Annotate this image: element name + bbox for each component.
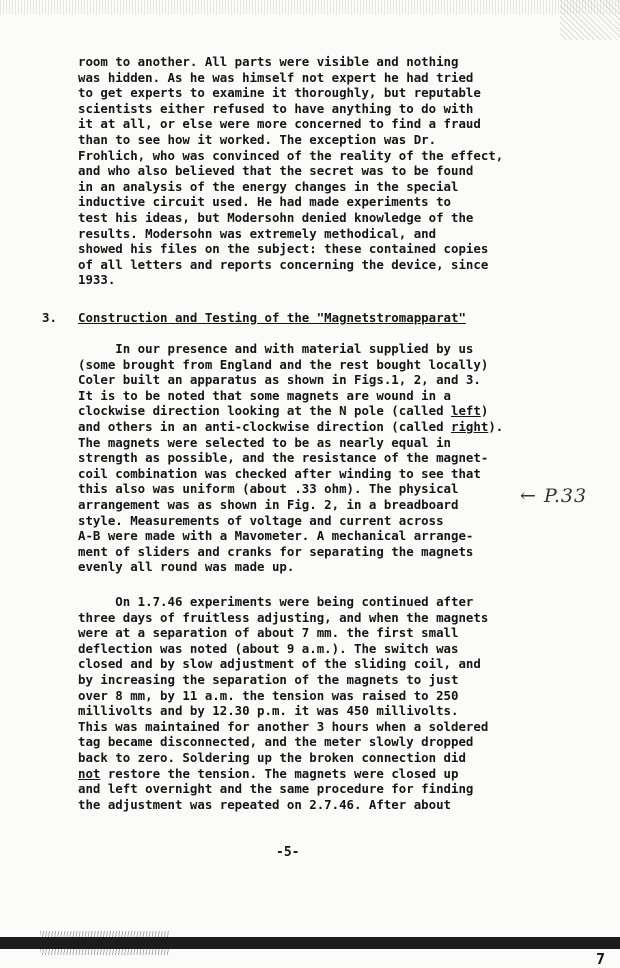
text-line: to get experts to examine it thoroughly, but reputable — [78, 85, 481, 101]
text-line: the adjustment was repeated on 2.7.46. After about — [78, 796, 451, 812]
text-line: closed and by slow adjustment of the sliding coil, and — [78, 656, 481, 672]
text-line — [78, 766, 528, 782]
text-line: was hidden. As he was himself not expert he had tried — [78, 69, 474, 85]
text-line: ment of sliders and cranks for separating the magnets — [78, 543, 474, 559]
text-fragment: clockwise direction looking at the N pole (called — [78, 403, 451, 419]
text-line: than to see how it worked. The exception was Dr. — [78, 131, 437, 147]
section-number: 3. — [42, 310, 57, 325]
text-line: evenly all round was made up. — [78, 559, 295, 575]
text-line: three days of fruitless adjusting, and when the magnets — [78, 609, 489, 625]
text-line: room to another. All parts were visible and nothing — [78, 54, 459, 69]
paragraph-3 — [78, 594, 528, 812]
text-fragment: ) — [480, 403, 489, 419]
text-line: back to zero. Soldering up the broken connection did — [78, 749, 466, 765]
text-line: inductive circuit used. He had made experiments to — [78, 194, 451, 210]
text-line: style. Measurements of voltage and current across — [78, 512, 444, 528]
paragraph-2 — [78, 341, 528, 575]
text-line: were at a separation of about 7 mm. the first small — [78, 625, 459, 641]
handwritten-annotation: ← P.33 — [520, 485, 588, 507]
text-line: On 1.7.46 experiments were being continued after — [78, 594, 474, 609]
text-line: tag became disconnected, and the meter slowly dropped — [78, 734, 474, 750]
text-line: In our presence and with material supplied by us — [78, 341, 474, 356]
text-line: (some brought from England and the rest bought locally) — [78, 356, 489, 372]
text-line: it at all, or else were more concerned to find a fraud — [78, 116, 481, 132]
text-line: It is to be noted that some magnets are wound in a — [78, 387, 451, 403]
text-line: Coler built an apparatus as shown in Figs.1, 2, and 3. — [78, 372, 481, 388]
scan-noise-top — [0, 0, 620, 14]
underlined-word-not: not — [78, 765, 101, 781]
corner-mark: 7 — [596, 950, 606, 968]
text-line: Frohlich, who was convinced of the reality of the effect, — [78, 147, 504, 163]
text-line: over 8 mm, by 11 a.m. the tension was raised to 250 — [78, 687, 459, 703]
text-line: strength as possible, and the resistance of the magnet- — [78, 450, 489, 466]
text-line: showed his files on the subject: these contained copies — [78, 241, 489, 257]
underlined-word-right: right — [451, 418, 489, 434]
text-line: arrangement was as shown in Fig. 2, in a breadboard — [78, 496, 459, 512]
text-line: millivolts and by 12.30 p.m. it was 450 millivolts. — [78, 703, 459, 719]
text-line: A-B were made with a Mavometer. A mechanical arrange- — [78, 528, 474, 544]
text-line: in an analysis of the energy changes in the special — [78, 178, 459, 194]
text-line — [78, 419, 528, 435]
scan-noise-corner — [560, 0, 620, 40]
text-line: by increasing the separation of the magnets to just — [78, 671, 459, 687]
text-fragment: and others in an anti-clockwise direction (called — [78, 418, 451, 434]
paragraph-1 — [78, 54, 528, 288]
text-line: results. Modersohn was extremely methodical, and — [78, 225, 437, 241]
text-line: and left overnight and the same procedure for finding — [78, 781, 474, 797]
underlined-word-left: left — [451, 403, 481, 419]
scan-edge-bar — [0, 937, 620, 949]
section-title: Construction and Testing of the "Magnetstromapparat" — [78, 310, 466, 325]
page-number: -5- — [276, 845, 300, 860]
text-line: deflection was noted (about 9 a.m.). The switch was — [78, 640, 459, 656]
text-line: The magnets were selected to be as nearly equal in — [78, 434, 451, 450]
text-line — [78, 403, 528, 419]
text-line: of all letters and reports concerning the device, since — [78, 256, 489, 272]
text-line: this also was uniform (about .33 ohm). The physical — [78, 481, 459, 497]
text-fragment: ). — [488, 418, 504, 434]
text-line: 1933. — [78, 272, 116, 288]
text-line: and who also believed that the secret was to be found — [78, 163, 474, 179]
text-line: test his ideas, but Modersohn denied knowledge of the — [78, 209, 474, 225]
text-line: coil combination was checked after winding to see that — [78, 465, 481, 481]
text-line: scientists either refused to have anything to do with — [78, 100, 474, 116]
text-fragment: restore the tension. The magnets were closed up — [100, 765, 459, 781]
text-line: This was maintained for another 3 hours when a soldered — [78, 718, 489, 734]
